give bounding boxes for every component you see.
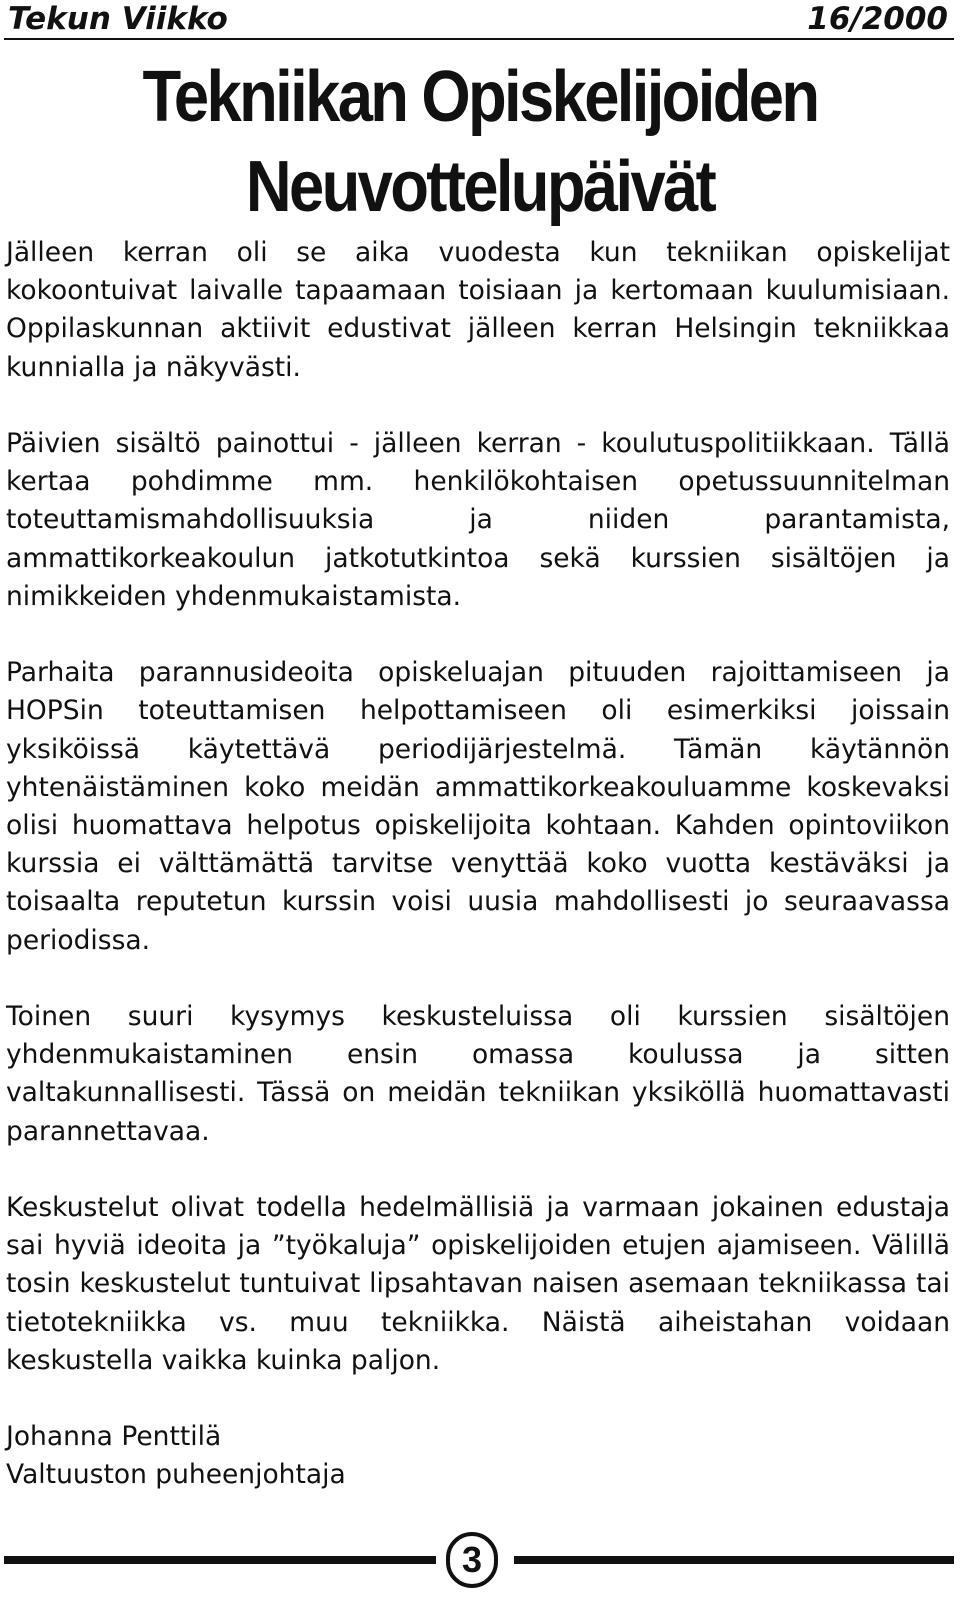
paragraph-discussions: Keskustelut olivat todella hedelmällisiä ja varmaan jokainen edustaja sai hyviä ideoita ja ”työkaluja” opiskelijoiden etujen ajamiseen. Välillä tosin keskustelut tuntuivat lipsahtavan naisen asemaan tekniikassa tai tietotekniikka vs. muu tekniikka. Näistä aiheistahan voidaan keskustella vaikka kuinka paljon. — [6, 1192, 950, 1376]
paragraph-content: Päivien sisältö painottui - jälleen kerran - koulutuspolitiikkaan. Tällä kertaa pohdimme mm. henkilökohtaisen opetussuunnitelman toteuttamismahdollisuuksia ja niiden parantamista, ammattikorkeakoulun jatkotutkintoa sekä kurssien sisältöjen ja nimikkeiden yhdenmukaistamista. — [6, 428, 950, 612]
paragraph-ideas: Parhaita parannusideoita opiskeluajan pituuden rajoittamiseen ja HOPSin toteuttamisen helpottamiseen oli esimerkiksi joissain yksiköissä käytettävä periodijärjestelmä. Tämän käytännön yhtenäistäminen koko meidän ammattikorkeakouluamme koskevaksi olisi huomattava helpotus opiskelijoita kohtaan. Kahden opintoviikon kurssia ei välttämättä tarvitse venyttää koko vuotta kestäväksi ja toisaalta reputetun kurssin voisi uusia mahdollisesti jo seuraavassa periodissa. — [6, 657, 950, 956]
headline-line-2: Neuvottelupäivät — [245, 147, 715, 227]
page-number: 3 — [446, 1532, 498, 1588]
paragraph-intro: Jälleen kerran oli se aika vuodesta kun tekniikan opiskelijat kokoontuivat laivalle tapaamaan toisiaan ja kertomaan kuulumisiaan. Oppilaskunnan aktiivit edustivat jälleen kerran Helsingin tekniikkaa kunnialla ja näkyvästi. — [6, 237, 950, 383]
page-footer — [4, 1532, 954, 1592]
page-header — [4, 0, 954, 40]
article-headline — [58, 52, 903, 232]
headline-line-1: Tekniikan Opiskelijoiden — [142, 57, 818, 137]
article-body — [6, 234, 950, 1495]
author-name: Johanna Penttilä — [6, 1421, 222, 1453]
issue-number: 16/2000 — [807, 1, 948, 37]
publication-name: Tekun Viikko — [8, 1, 228, 37]
footer-rule-left — [4, 1556, 436, 1564]
paragraph-harmonization: Toinen suuri kysymys keskusteluissa oli kurssien sisältöjen yhdenmukaistaminen ensin omassa koulussa ja sitten valtakunnallisesti. Tässä on meidän tekniikan yksiköllä huomattavasti parannettavaa. — [6, 1001, 950, 1147]
footer-rule-right — [514, 1556, 954, 1564]
author-title: Valtuuston puheenjohtaja — [6, 1459, 346, 1491]
